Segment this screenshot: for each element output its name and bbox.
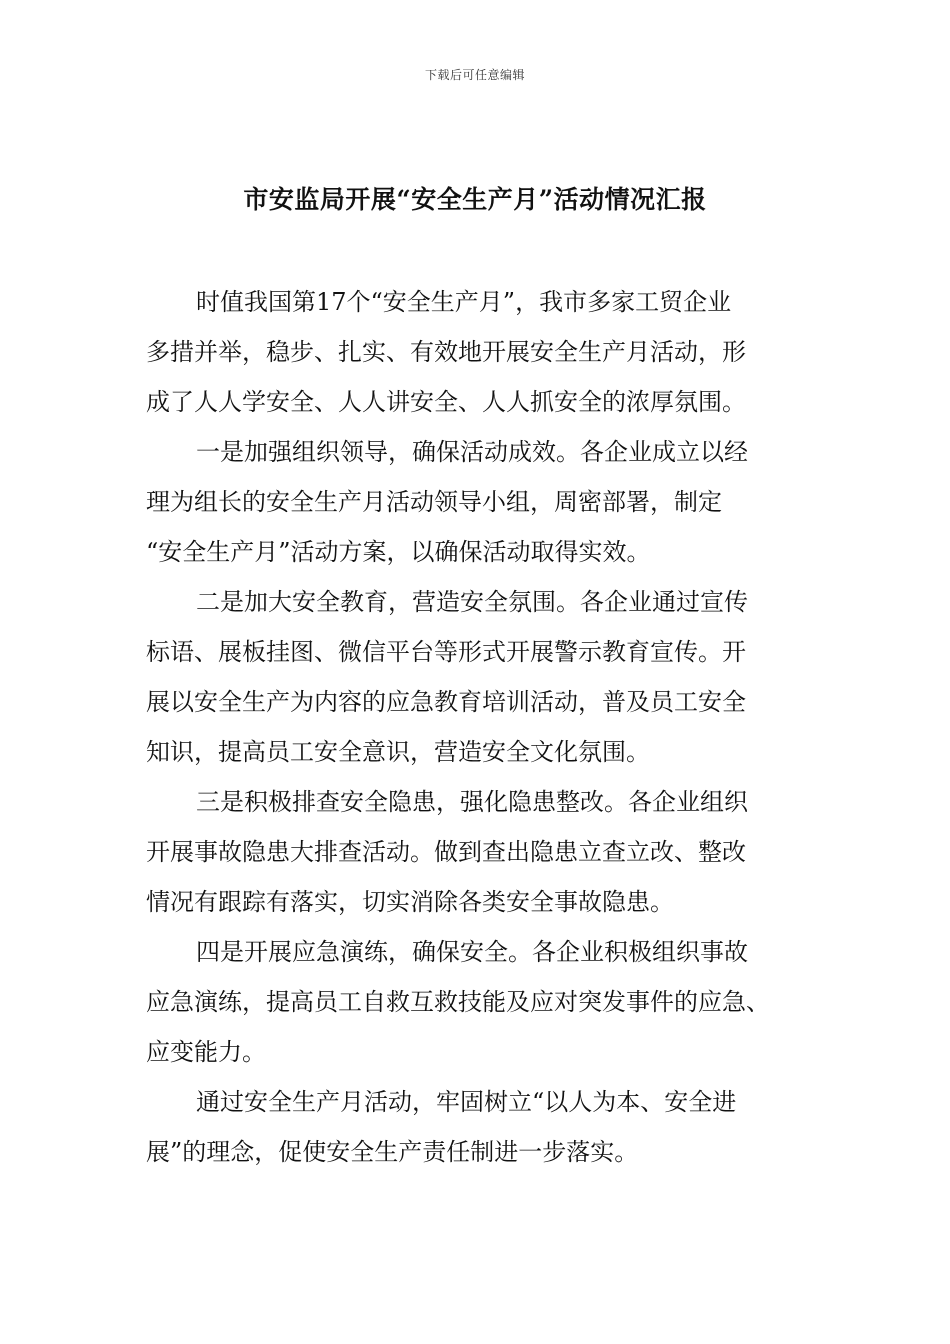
paragraph-line: 展以安全生产为内容的应急教育培训活动，普及员工安全 (146, 688, 746, 716)
paragraph-line: 应急演练，提高员工自救互救技能及应对突发事件的应急、 (146, 988, 770, 1016)
paragraph-line: 理为组长的安全生产月活动领导小组，周密部署，制定 (146, 488, 722, 516)
paragraph-line: 三是积极排查安全隐患，强化隐患整改。各企业组织 (196, 788, 748, 816)
paragraph-line: 知识，提高员工安全意识，营造安全文化氛围。 (146, 738, 650, 766)
paragraph-intro (146, 277, 806, 427)
paragraph-line: 应变能力。 (146, 1038, 266, 1066)
paragraph-education (146, 577, 806, 777)
paragraph-organization (146, 427, 806, 577)
paragraph-line: 多措并举，稳步、扎实、有效地开展安全生产月活动，形 (146, 338, 746, 366)
paragraph-line: 二是加大安全教育，营造安全氛围。各企业通过宣传 (196, 588, 748, 616)
paragraph-line: “安全生产月”活动方案，以确保活动取得实效。 (146, 538, 651, 566)
paragraph-hazard-check (146, 777, 806, 927)
paragraph-drills (146, 927, 806, 1077)
paragraph-conclusion (146, 1077, 806, 1177)
paragraph-line: 一是加强组织领导，确保活动成效。各企业成立以经 (196, 438, 748, 466)
document-body (146, 277, 806, 1177)
paragraph-line: 通过安全生产月活动，牢固树立“以人为本、安全进 (196, 1088, 737, 1116)
document-title: 市安监局开展“安全生产月”活动情况汇报 (243, 185, 707, 214)
paragraph-line: 时值我国第17个“安全生产月”，我市多家工贸企业 (196, 288, 732, 316)
paragraph-line: 情况有跟踪有落实，切实消除各类安全事故隐患。 (146, 888, 674, 916)
paragraph-line: 展”的理念，促使安全生产责任制进一步落实。 (146, 1138, 639, 1166)
paragraph-line: 标语、展板挂图、微信平台等形式开展警示教育宣传。开 (146, 638, 746, 666)
header-note: 下载后可任意编辑 (424, 68, 525, 82)
paragraph-line: 四是开展应急演练，确保安全。各企业积极组织事故 (196, 938, 748, 966)
paragraph-line: 开展事故隐患大排查活动。做到查出隐患立查立改、整改 (146, 838, 746, 866)
paragraph-line: 成了人人学安全、人人讲安全、人人抓安全的浓厚氛围。 (146, 388, 746, 416)
